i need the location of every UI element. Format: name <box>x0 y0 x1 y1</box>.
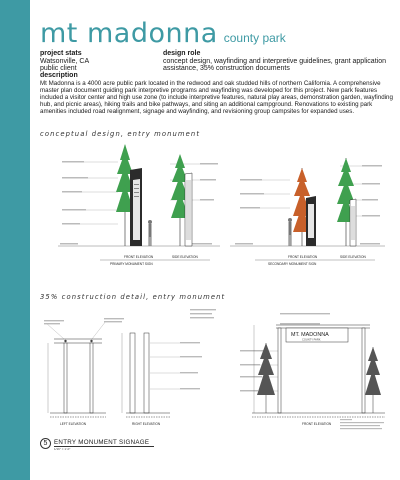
primary-side-slab <box>185 173 192 246</box>
left-elevation-label: LEFT ELEVATION <box>60 422 87 426</box>
project-client: public client <box>40 65 77 72</box>
project-stats <box>40 50 155 73</box>
secondary-side-slab <box>350 199 356 246</box>
concept-section-title: conceptual design, entry monument <box>40 130 201 138</box>
page-number: 5 <box>40 438 51 449</box>
annotation-leaders <box>62 162 370 224</box>
secondary-front-elevation-label: FRONT ELEVATION <box>288 255 318 259</box>
notes-block <box>340 419 384 429</box>
detail-annotation-leaders <box>46 321 280 391</box>
portfolio-page <box>30 0 400 480</box>
project-stats-heading: project stats <box>40 50 82 57</box>
left-elevation <box>50 339 106 417</box>
project-title: mt madonna <box>40 18 218 49</box>
footer-title: ENTRY MONUMENT SIGNAGE <box>54 439 150 446</box>
footer-scale: 1/16" = 1'-0" <box>54 447 71 451</box>
primary-front-elevation-label: FRONT ELEVATION <box>124 255 154 259</box>
concept-drawing-svg <box>40 140 395 285</box>
secondary-monument-caption: SECONDARY MONUMENT SIGN <box>268 262 317 266</box>
sign-panel-text: MT. MADONNA <box>291 332 329 338</box>
primary-front-slab <box>130 168 142 246</box>
project-subtitle: county park <box>223 31 286 45</box>
annotation-ticks <box>60 161 382 245</box>
front-elevation-tree-left <box>257 343 275 413</box>
detail-drawing-svg <box>40 303 395 435</box>
concept-drawing <box>40 140 395 285</box>
front-elevation-label: FRONT ELEVATION <box>302 422 332 426</box>
detail-annotation-ticks <box>44 309 330 391</box>
accent-sidebar <box>0 0 30 480</box>
primary-front-person <box>148 220 152 246</box>
secondary-side-elevation-label: SIDE ELEVATION <box>340 255 366 259</box>
project-description <box>40 72 395 116</box>
dimension-lines <box>48 325 254 413</box>
front-elevation-tree-right <box>365 347 381 413</box>
left-elevation-details <box>64 340 92 342</box>
secondary-front-slab <box>306 196 316 246</box>
right-elevation <box>126 333 170 417</box>
design-role-line-2: assistance, 35% construction documents <box>163 65 290 72</box>
title-row <box>40 18 395 50</box>
page-footer <box>40 438 240 458</box>
design-role-heading: design role <box>163 50 201 57</box>
primary-monument-caption: PRIMARY MONUMENT SIGN <box>110 262 153 266</box>
description-heading: description <box>40 72 78 79</box>
project-location: Watsonville, CA <box>40 57 90 65</box>
secondary-front-person <box>288 218 292 246</box>
detail-drawing <box>40 303 395 435</box>
design-role <box>163 50 393 73</box>
right-elevation-label: RIGHT ELEVATION <box>132 422 161 426</box>
construction-section-title: 35% construction detail, entry monument <box>40 293 226 301</box>
design-role-line-1: concept design, wayfinding and interpretive guidelines, grant application <box>163 57 386 65</box>
primary-side-elevation-label: SIDE ELEVATION <box>172 255 198 259</box>
description-text: Mt Madonna is a 4000 acre public park located in the redwood and oak studded hills of northern California. A comprehensive master plan document guiding park interpretive programs and wayfinding was developed for this project. New park features included a visitor center and high use zone (to include interpretive features, natural play areas, demonstration garden, wayfinding hub, and picnic areas), hiking trails and bike pathways, and siting an additional campground. Renovations to existing park amenities included road realignment, signage and wayfinding, and revisioning group campsites for expanded uses. <box>40 79 393 116</box>
sign-panel-subtext: COUNTY PARK <box>302 338 321 342</box>
